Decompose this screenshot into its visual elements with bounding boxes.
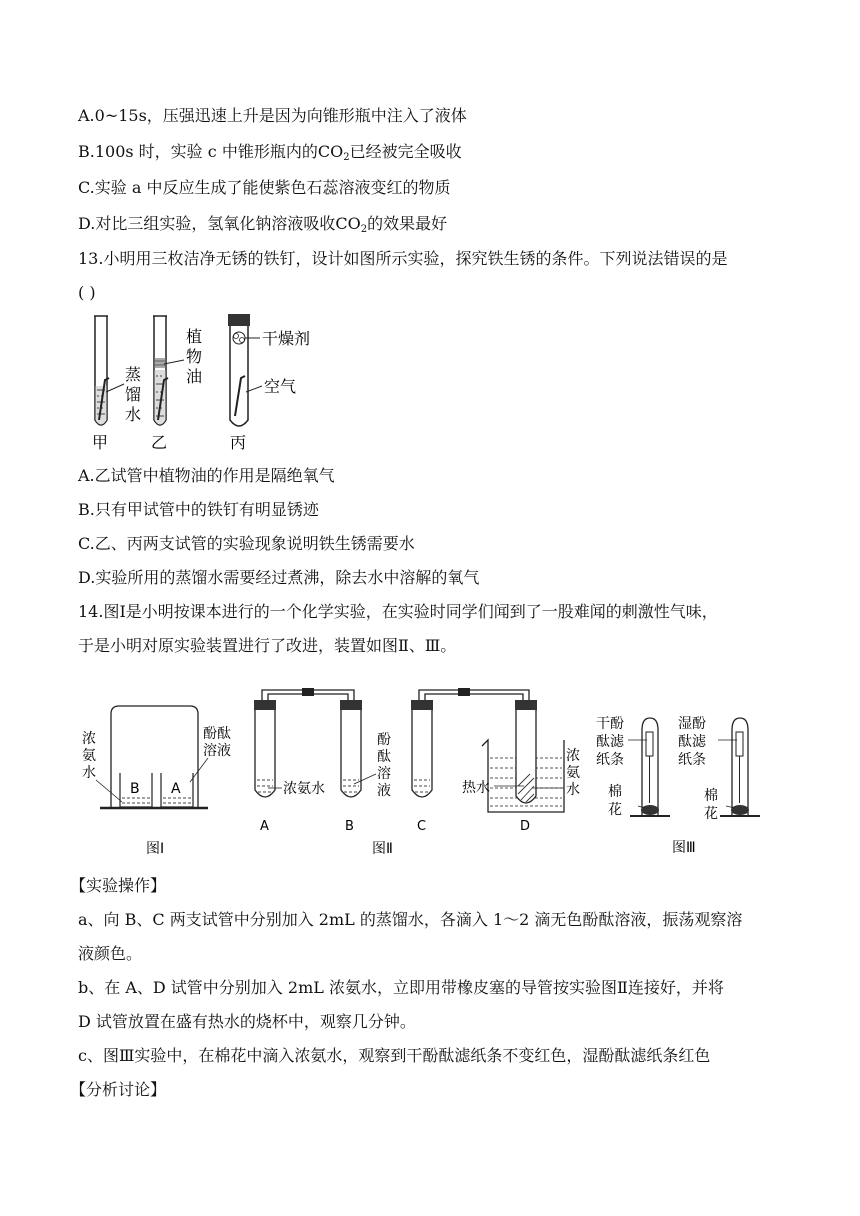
fig3-caption: 图Ⅲ (672, 840, 696, 856)
label-air: 空气 (264, 377, 297, 396)
test-tube-bing (228, 314, 262, 426)
q13-option-a: A.乙试管中植物油的作用是隔绝氧气 (78, 466, 335, 485)
fig1-phenol-2: 溶液 (203, 743, 231, 759)
q13-option-c: C.乙、丙两支试管的实验现象说明铁生锈需要水 (78, 534, 415, 553)
ammonia-diffusion-figures (82, 678, 782, 862)
test-tube-jia (94, 316, 124, 425)
fig3-dry-3: 纸条 (596, 752, 624, 768)
q13-answer-bracket: ( ) (78, 283, 96, 302)
operation-a-line1: a、向 B、C 两支试管中分别加入 2mL 的蒸馏水，各滴入 1～2 滴无色酚酞溶液，振荡观察溶 (78, 910, 743, 929)
fig3-dry-2: 酞滤 (596, 734, 624, 750)
operation-c: c、图Ⅲ实验中，在棉花中滴入浓氨水，观察到干酚酞滤纸条不变红色，湿酚酞滤纸条红色 (78, 1046, 711, 1065)
q13-option-d: D.实验所用的蒸馏水需要经过煮沸，除去水中溶解的氧气 (78, 568, 480, 587)
fig2-phenol-4: 液 (377, 783, 391, 799)
q12-option-b (78, 142, 462, 168)
label-oil-3: 油 (186, 367, 203, 386)
beaker-a-label: A (171, 781, 181, 797)
figure-1 (82, 706, 231, 857)
label-jia: 甲 (92, 433, 109, 452)
q12-option-d (78, 214, 447, 240)
fig2-ammonia-label: 浓氨水 (283, 781, 325, 797)
q12-option-d-text: D.对比三组实验，氢氧化钠溶液吸收 (78, 214, 336, 233)
label-water-1: 蒸 (125, 365, 142, 384)
label-yi: 乙 (151, 433, 168, 452)
label-oil-2: 物 (186, 347, 203, 366)
operation-b-line1: b、在 A、D 试管中分别加入 2mL 浓氨水，立即用带橡皮塞的导管按实验图Ⅱ连接好，并将 (78, 978, 724, 997)
fig3-cotton-right-2: 花 (704, 806, 718, 822)
fig1-ammonia-2: 氨 (82, 748, 96, 764)
fig2-ammonia-right-1: 浓 (566, 748, 580, 764)
fig1-phenol-1: 酚酞 (203, 726, 231, 742)
fig2-hot-water: 热水 (462, 780, 490, 796)
tube-c-label: C (417, 819, 427, 834)
q12-option-a: A.0~15s，压强迅速上升是因为向锥形瓶中注入了液体 (78, 106, 467, 125)
label-desiccant: 干燥剂 (262, 329, 311, 348)
section-analysis-discussion: 【分析讨论】 (70, 1080, 167, 1099)
label-oil-1: 植 (186, 327, 203, 346)
fig3-wet-2: 酞滤 (678, 734, 706, 750)
operation-a-line2: 液颜色。 (78, 944, 143, 963)
q12-option-b-text: B.100s 时，实验 c 中锥形瓶内的 (78, 142, 318, 161)
label-water-2: 馏 (125, 385, 142, 404)
fig2-caption: 图Ⅱ (372, 841, 393, 857)
fig3-cotton-right-1: 棉 (704, 788, 718, 804)
fig1-ammonia-3: 水 (82, 765, 96, 781)
fig3-cotton-left-2: 花 (608, 802, 622, 818)
q13-stem: 13.小明用三枚洁净无锈的铁钉，设计如图所示实验，探究铁生锈的条件。下列说法错误的是 (78, 249, 728, 268)
fig2-phenol-1: 酚 (377, 732, 391, 748)
tube-b-label: B (345, 819, 354, 834)
fig1-caption: 图Ⅰ (146, 841, 165, 857)
q14-stem-line2: 于是小明对原实验装置进行了改进，装置如图Ⅱ、Ⅲ。 (78, 636, 457, 655)
label-water-3: 水 (125, 405, 142, 424)
co2-formula: CO (335, 214, 361, 233)
fig3-wet-1: 湿酚 (678, 716, 706, 732)
q12-option-c: C.实验 a 中反应生成了能使紫色石蕊溶液变红的物质 (78, 178, 451, 197)
fig3-wet-3: 纸条 (678, 752, 706, 768)
q12-option-b-text-end: 已经被完全吸收 (349, 142, 462, 161)
section-experiment-operation: 【实验操作】 (70, 876, 167, 895)
co2-formula: CO (317, 142, 344, 161)
fig3-cotton-left-1: 棉 (608, 784, 622, 800)
beaker-b-label: B (130, 781, 140, 797)
q12-option-d-text-end: 的效果最好 (367, 214, 448, 233)
rusting-experiment-figure (84, 308, 354, 454)
label-bing: 丙 (230, 433, 247, 452)
tube-d-label: D (520, 819, 531, 834)
fig2-phenol-3: 溶 (377, 766, 391, 782)
operation-b-line2: D 试管放置在盛有热水的烧杯中，观察几分钟。 (78, 1012, 416, 1031)
q13-option-b: B.只有甲试管中的铁钉有明显锈迹 (78, 500, 319, 519)
test-tube-yi (153, 316, 184, 425)
co2-subscript: 2 (360, 224, 368, 235)
fig2-ammonia-right-3: 水 (566, 782, 580, 798)
tube-a-label: A (260, 819, 269, 834)
figure-3 (596, 716, 760, 856)
fig3-dry-1: 干酚 (596, 716, 624, 732)
q14-stem-line1: 14.图Ⅰ是小明按课本进行的一个化学实验，在实验时同学们闻到了一股难闻的刺激性气味， (78, 602, 718, 621)
co2-subscript: 2 (343, 152, 350, 163)
figure-2 (254, 688, 580, 857)
fig1-ammonia-1: 浓 (82, 731, 96, 747)
fig2-phenol-2: 酞 (377, 749, 391, 765)
fig2-ammonia-right-2: 氨 (566, 765, 580, 781)
